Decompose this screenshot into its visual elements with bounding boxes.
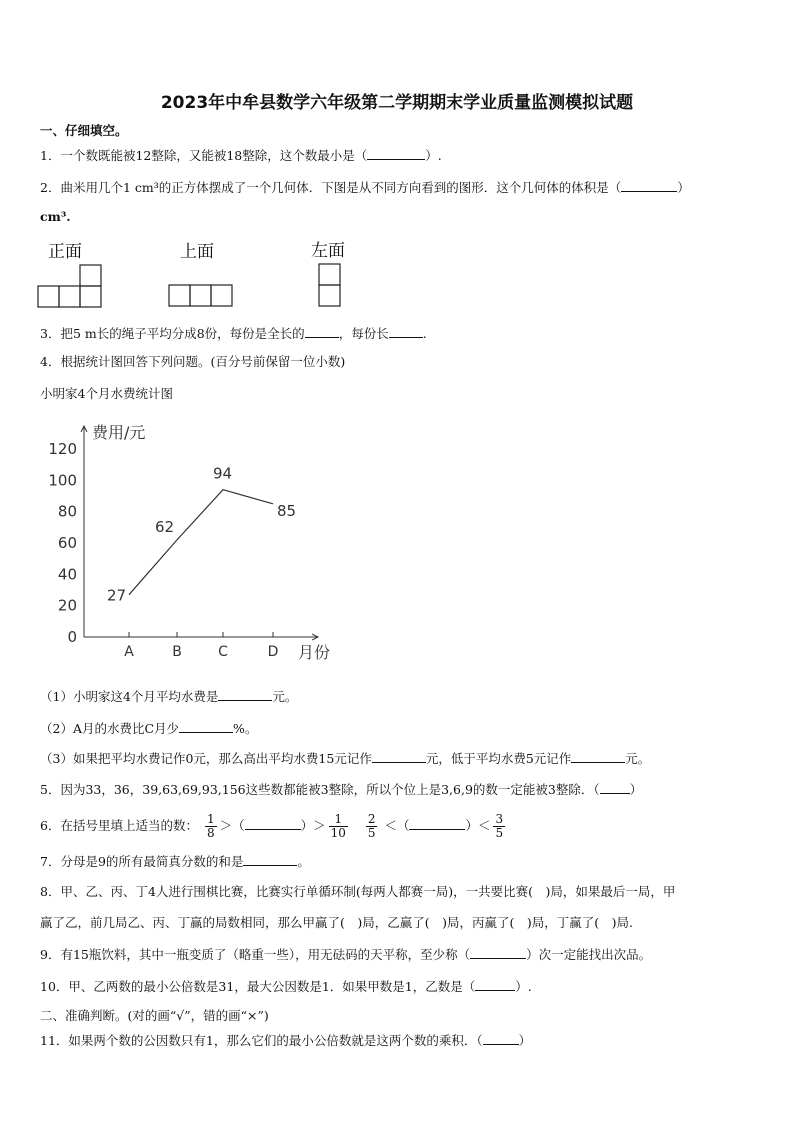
q2-text: 曲米用几个1 cm³的正方体摆成了一个几何体．下图是从不同方向看到的图形．这个几何体的体积是（ [60, 180, 622, 195]
series-line [129, 490, 273, 595]
q5-number: 5． [40, 782, 61, 797]
q8-line1: 甲、乙、丙、丁4人进行围棋比赛，比赛实行单循环制(每两人都赛一局)，一共要比赛( )局，如果最后一局，甲 [60, 884, 676, 899]
q5-text: 因为33，36，39,63,69,93,156这些数都能被3整除，所以个位上是3,6,9的数一定能被3整除．（ [60, 782, 600, 797]
frac3-den: 5 [367, 826, 376, 840]
question-4 [40, 354, 345, 370]
top-cell-1 [169, 285, 190, 306]
q4-number: 4． [40, 354, 61, 369]
x-tick-label: C [218, 644, 228, 660]
q6-number: 6． [40, 818, 61, 833]
view-label-top: 上面 [180, 242, 214, 262]
q10-text: 甲、乙两数的最小公倍数是31，最大公因数是1．如果甲数是1，乙数是（ [68, 979, 476, 994]
question-6 [40, 808, 508, 844]
question-9 [40, 946, 651, 963]
q10-answer-blank[interactable] [475, 978, 515, 991]
question-8-line-2: 赢了乙，前几局乙、丙、丁赢的局数相同，那么甲赢了( )局，乙赢了( )局，丙赢了( )局，丁赢了( )局. [40, 915, 633, 930]
q7-answer-blank[interactable] [243, 853, 297, 866]
q11-answer-blank[interactable] [483, 1032, 519, 1045]
q2-end: ） [677, 180, 690, 195]
q4-sub2-blank[interactable] [179, 720, 233, 733]
top-view-figure [167, 282, 237, 310]
front-cube-4 [80, 265, 101, 286]
data-point-label: 27 [107, 586, 127, 605]
q2-unit: cm³. [40, 209, 71, 224]
q1-end: ）. [425, 148, 442, 163]
q9-end: ）次一定能找出次品。 [526, 947, 652, 962]
page-title: 2023年中牟县数学六年级第二学期期末学业质量监测模拟试题 [160, 93, 634, 113]
q2-number: 2． [40, 180, 61, 195]
q11-number: 11． [40, 1033, 69, 1048]
q1-answer-blank[interactable] [367, 147, 425, 160]
y-tick-label: 0 [67, 628, 77, 646]
section-1-heading: 一、仔细填空。 [40, 123, 128, 138]
q2-answer-blank[interactable] [621, 179, 677, 192]
q6-close2: ）＜ [465, 818, 491, 833]
q3-blank-fraction[interactable] [305, 325, 339, 338]
frac2-den: 10 [330, 826, 346, 840]
question-7 [40, 853, 310, 870]
question-2 [40, 179, 690, 196]
q11-text: 如果两个数的公因数只有1，那么它们的最小公倍数就是这两个数的乘积．（ [68, 1033, 483, 1048]
frac1-num: 1 [206, 812, 215, 826]
front-cube-2 [59, 286, 80, 307]
frac1-den: 8 [206, 826, 215, 840]
data-point-label: 94 [213, 464, 233, 483]
q3-text-b: ，每份长 [338, 326, 389, 341]
q4-sub3-blank-2[interactable] [571, 750, 625, 763]
frac2-num: 1 [329, 813, 348, 827]
x-tick-label: B [172, 644, 182, 660]
q11-end: ） [518, 1033, 532, 1048]
q10-number: 10． [40, 979, 69, 994]
q3-end: . [422, 326, 427, 341]
question-11 [40, 1032, 531, 1049]
q4-sub3-blank-1[interactable] [372, 750, 426, 763]
q9-answer-blank[interactable] [470, 946, 526, 959]
y-tick-label: 120 [48, 440, 77, 458]
q5-answer-blank[interactable] [600, 781, 630, 794]
q7-number: 7． [40, 854, 61, 869]
q4-sub2-text: （2）A月的水费比C月少 [40, 721, 180, 736]
y-tick-label: 60 [57, 534, 77, 552]
y-tick-label: 100 [48, 471, 77, 490]
question-10 [40, 978, 532, 995]
q8-number: 8． [40, 884, 61, 899]
top-cell-2 [190, 285, 211, 306]
data-point-label: 85 [277, 501, 297, 520]
chart-title: 小明家4个月水费统计图 [40, 386, 173, 401]
front-view-figure [36, 262, 108, 310]
q4-sub-1 [40, 688, 297, 705]
frac3-num: 2 [367, 812, 376, 826]
question-5 [40, 781, 642, 798]
q4-sub1-end: 元。 [272, 689, 298, 704]
y-tick-label: 20 [57, 596, 77, 615]
q4-sub2-end: %。 [233, 721, 258, 736]
q3-number: 3． [40, 326, 61, 341]
x-tick-label: A [124, 644, 134, 660]
q6-blank-2[interactable] [409, 817, 465, 830]
q1-number: 1． [40, 148, 61, 163]
question-3 [40, 325, 427, 342]
front-cube-1 [38, 286, 59, 307]
data-point-label: 62 [155, 517, 175, 536]
frac4-den: 5 [495, 826, 504, 840]
x-axis-label: 月份 [298, 643, 331, 662]
q6-lt: ＜（ [384, 818, 410, 833]
y-tick-label: 80 [57, 502, 77, 521]
q5-end: ） [629, 782, 643, 797]
top-cell-3 [211, 285, 232, 306]
q6-text: 在括号里填上适当的数： [60, 818, 198, 833]
q4-sub1-text: （1）小明家这4个月平均水费是 [40, 689, 219, 704]
q9-text: 有15瓶饮料，其中一瓶变质了（略重一些），用无砝码的天平称，至少称（ [60, 947, 471, 962]
view-label-left: 左面 [311, 241, 345, 261]
q6-close1: ）＞ [300, 818, 326, 833]
q6-blank-1[interactable] [245, 817, 301, 830]
front-cube-3 [80, 286, 101, 307]
fraction-1-8 [205, 813, 217, 840]
left-cell-2 [319, 285, 340, 306]
question-1 [40, 147, 442, 164]
question-8-line-1 [40, 884, 675, 900]
x-tick-label: D [267, 644, 279, 660]
y-tick-label: 40 [57, 565, 77, 584]
q7-text: 分母是9的所有最简真分数的和是 [60, 854, 244, 869]
q4-sub1-blank[interactable] [218, 688, 272, 701]
q4-sub3-end: 元。 [625, 751, 651, 766]
fraction-1-10 [329, 813, 348, 840]
fraction-2-5 [366, 813, 378, 840]
frac4-num: 3 [495, 812, 504, 826]
q6-gt: ＞（ [219, 818, 245, 833]
left-view-figure [317, 261, 345, 309]
q4-sub-3 [40, 750, 650, 767]
view-label-front: 正面 [48, 242, 82, 262]
q4-text: 根据统计图回答下列问题。(百分号前保留一位小数) [60, 354, 346, 369]
q4-sub3-text-a: （3）如果把平均水费记作0元，那么高出平均水费15元记作 [40, 751, 372, 766]
q9-number: 9． [40, 947, 61, 962]
section-2-heading: 二、准确判断。(对的画“√”，错的画“×”) [40, 1008, 269, 1023]
water-fee-line-chart [40, 412, 360, 667]
y-axis-label: 费用/元 [92, 423, 146, 442]
q10-end: ）. [515, 979, 532, 994]
q3-blank-length[interactable] [389, 325, 423, 338]
q7-end: 。 [297, 854, 310, 869]
q1-text: 一个数既能被12整除，又能被18整除，这个数最小是（ [60, 148, 368, 163]
q4-sub3-text-b: 元，低于平均水费5元记作 [425, 751, 572, 766]
q4-sub-2 [40, 720, 257, 737]
fraction-3-5 [493, 813, 505, 840]
left-cell-1 [319, 264, 340, 285]
q3-text-a: 把5 m长的绳子平均分成8份，每份是全长的 [60, 326, 305, 341]
